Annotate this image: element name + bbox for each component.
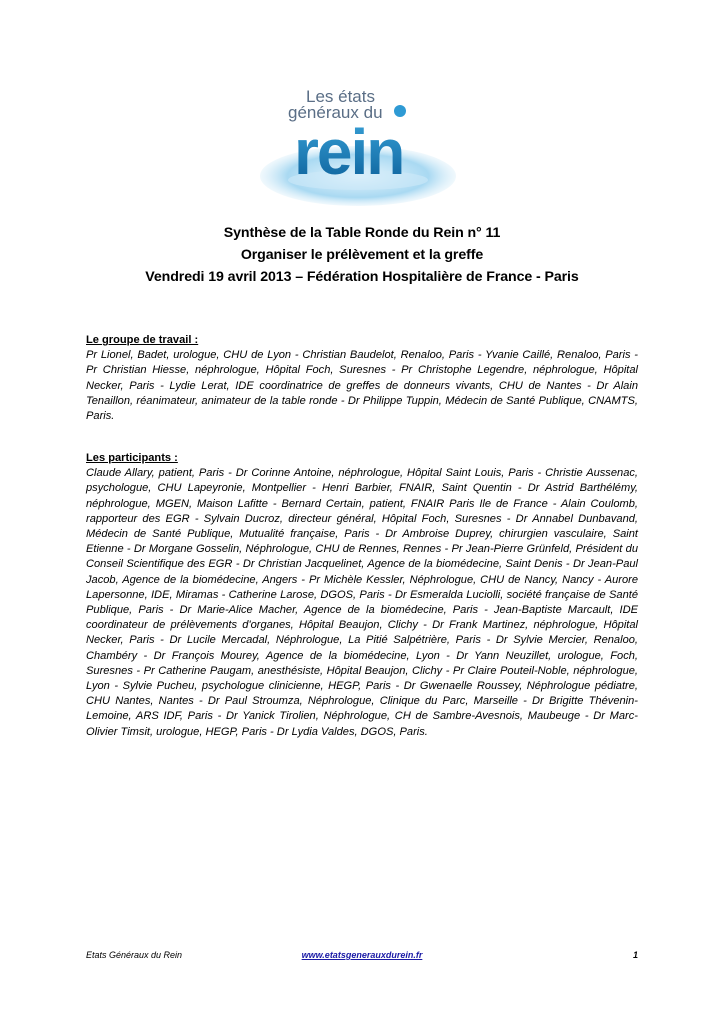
footer-website-link[interactable]: www.etatsgenerauxdurein.fr <box>301 950 423 960</box>
working-group-section <box>86 333 638 424</box>
title-line-2: Organiser le prélèvement et la greffe <box>240 247 484 263</box>
title-line-3: Vendredi 19 avril 2013 – Fédération Hospitalière de France - Paris <box>145 269 579 285</box>
document-title-block <box>60 222 664 288</box>
participants-body: Claude Allary, patient, Paris - Dr Corinne Antoine, néphrologue, Hôpital Saint Louis, Paris - Christie Aussenac, psychologue, CHU Lapeyronie, Montpellier - Henri Barbier, FNAIR, Saint Quentin - Dr Astrid Barthélémy, néphrologue, MGEN, Maison Lafitte - Bernard Certain, patient, FNAIR Paris Ile de France - Alain Coulomb, rapporteur des EGR - Sylvain Ducroz, directeur général, Hôpital Foch, Suresnes - Dr Annabel Dunbavand, Médecin de Santé Publique, Mutualité française, Paris - Dr Ambroise Duprey, chirurgien vasculaire, Saint Etienne - Dr Morgane Gosselin, Néphrologue, CHU de Rennes, Rennes - Pr Jean-Pierre Grünfeld, Président du Conseil Scientifique des EGR - Dr Christian Jacquelinet, Agence de la biomédecine, Saint Denis - Dr Jean-Paul Jacob, Agence de la biomédecine, Angers - Pr Michèle Kessler, Néphrologue, CHU de Nancy, Nancy - Aurore Lapersonne, IDE, Miramas - Catherine Larose, DGOS, Paris - Dr Esmeralda Luciolli, société française de Santé Publique, Paris - Dr Marie-Alice Macher, Agence de la biomédecine, Paris - Jean-Baptiste Marcault, IDE coordinateur de prélèvements d'organes, Hôpital Beaujon, Clichy - Dr Frank Martinez, néphrologue, Hôpital Necker, Paris - Dr Lucile Mercadal, Néphrologue, La Pitié Salpétrière, Paris - Dr Sylvie Mercier, Renaloo, Chambéry - Dr François Mourey, Agence de la biomédecine, Lyon - Dr Yann Neuzillet, urologue, Foch, Suresnes - Pr Catherine Paugam, anesthésiste, Hôpital Beaujon, Clichy - Pr Claire Pouteil-Noble, néphrologue, Lyon - Sylvie Pucheu, psychologue clinicienne, HEGP, Paris - Dr Gwenaelle Roussey, Néphrologue pédiatre, CHU Nantes, Nantes - Dr Paul Stroumza, Néphrologue, Clinique du Parc, Marseille - Dr Brigitte Thévenin-Lemoine, ARS IDF, Paris - Dr Yanick Tirolien, Néphrologue, CH de Sambre-Avesnois, Maubeuge - Dr Marc-Olivier Timsit, urologue, HEGP, Paris - Dr Lydia Valdes, DGOS, Paris. <box>86 467 638 738</box>
footer-page-number: 1 <box>632 950 638 960</box>
footer-organization: Etats Généraux du Rein <box>86 950 183 960</box>
title-line-1: Synthèse de la Table Ronde du Rein n° 11 <box>223 225 501 241</box>
page-footer <box>86 950 638 966</box>
logo-graphic <box>246 78 476 208</box>
logo-line1: Les états <box>306 87 375 106</box>
logo-word: rein <box>294 116 404 188</box>
working-group-body: Pr Lionel, Badet, urologue, CHU de Lyon - Christian Baudelot, Renaloo, Paris - Yvanie Caillé, Renaloo, Paris - Pr Christian Hiesse, néphrologue, Hôpital Foch, Suresnes - Pr Christophe Legendre, néphrologue, Hôpital Necker, Paris - Lydie Lerat, IDE coordinatrice de greffes de donneurs vivants, CHU de Nantes - Dr Alain Tenaillon, réanimateur, animateur de la table ronde - Dr Philippe Tuppin, Médecin de Santé Publique, CNAMTS, Paris. <box>86 349 638 423</box>
logo-etats-generaux-du-rein <box>246 78 476 208</box>
participants-heading: Les participants : <box>86 452 178 464</box>
logo-line2: généraux du <box>288 103 383 122</box>
working-group-heading: Le groupe de travail : <box>86 334 199 346</box>
participants-section <box>86 451 638 740</box>
